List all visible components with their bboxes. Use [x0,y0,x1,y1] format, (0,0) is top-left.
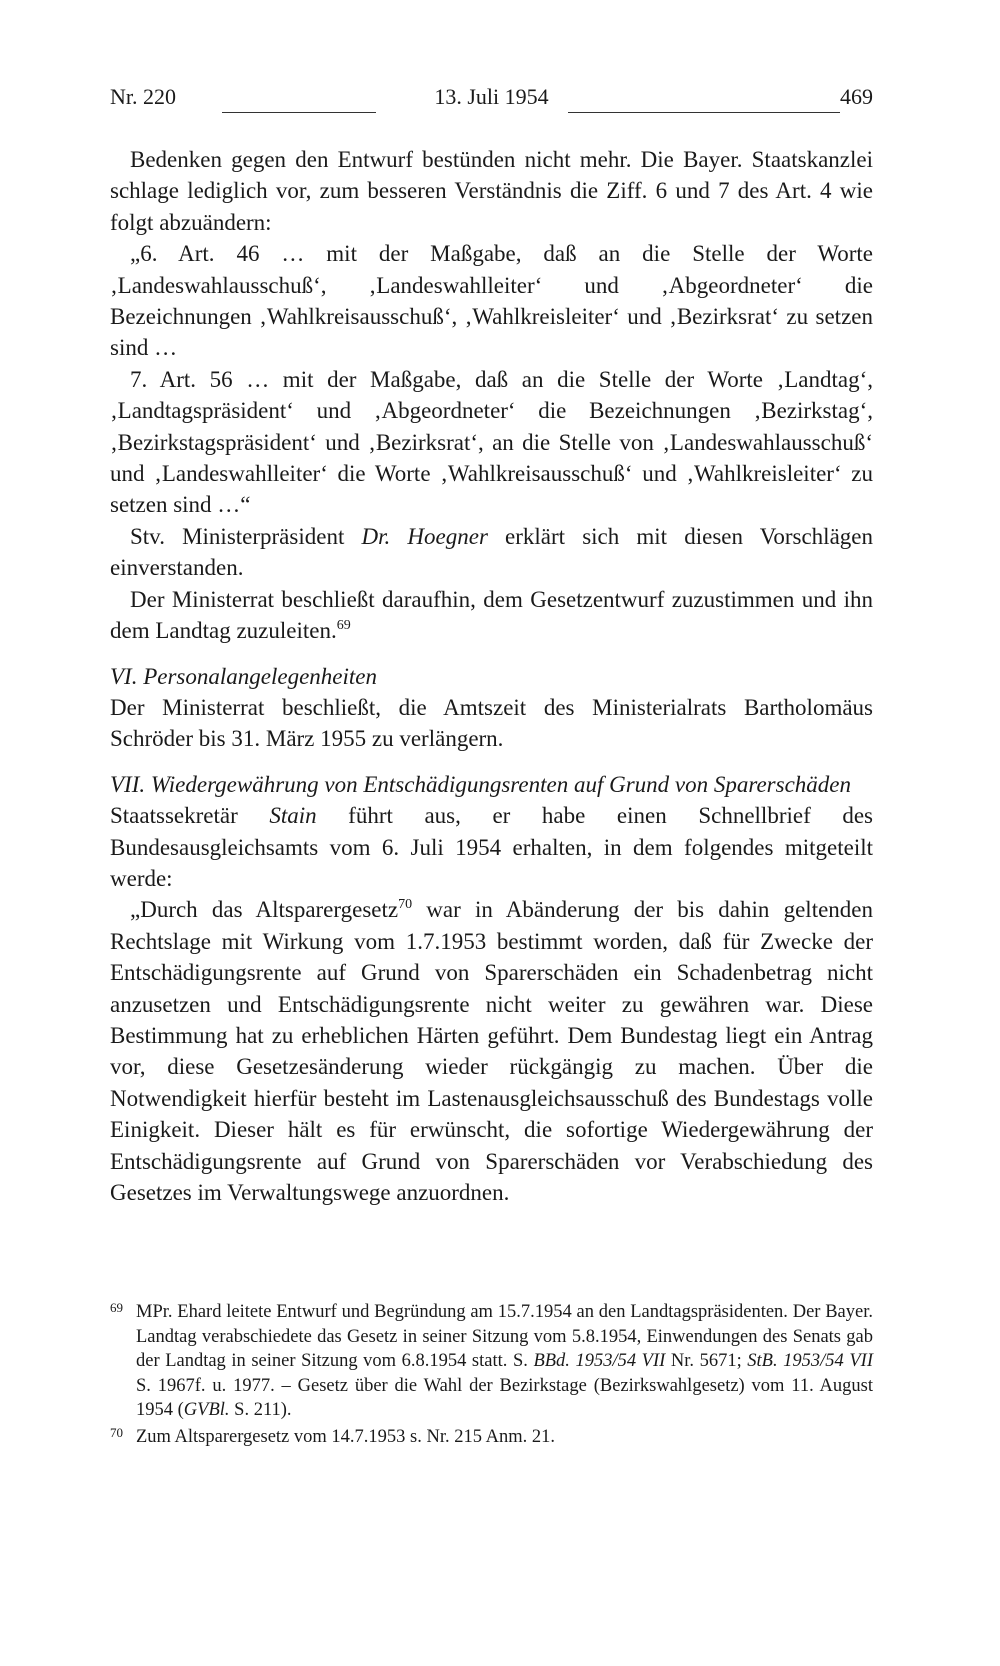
section-heading: VII. Wiedergewährung von Entschädigungsrenten auf Grund von Sparerschäden [110,771,851,797]
main-text [110,144,873,1208]
page-date: 13. Juli 1954 [434,84,549,109]
page-header [110,84,873,116]
header-rule-left [222,112,376,113]
paragraph: Der Ministerrat beschließt daraufhin, dem Gesetzentwurf zuzustimmen und ihn dem Landtag zuzuleiten.$^{69}$ [110,586,873,644]
quote-paragraph: 7. Art. 56 … mit der Maßgabe, daß an die Stelle der Worte ‚Landtag‘, ‚Landtagspräsident‘ und ‚Abgeordneter‘ die Bezeichnungen ‚Bezirkstag‘, ‚Bezirkstagspräsident‘ und ‚Bezirksrat‘, an die Stelle von ‚Landeswahlausschuß‘ und ‚Landeswahlleiter‘ die Worte ‚Wahlkreisausschuß‘ und ‚Wahlkreisleiter‘ zu setzen sind …“ [110,366,873,518]
person-name: Stain [269,803,317,829]
footnote: 70 Zum Altsparergesetz vom 14.7.1953 s. Nr. 215 Anm. 21. [110,1425,873,1450]
footnote-ref: 69 [336,618,351,634]
footnote-number: 69 [110,1300,123,1315]
footnote-number: 70 [110,1424,123,1440]
document-number: Nr. 220 [110,84,176,109]
paragraph: Staatssekretär Stain führt aus, er habe einen Schnellbrief des Bundesausgleichsamts vom 6. Juli 1954 erhalten, in dem folgendes mitgeteilt werde: [110,803,873,891]
section-heading: VI. Personalangelegenheiten [110,663,377,689]
footnote-ref: 70 [398,897,413,913]
quote-paragraph: „6. Art. 46 … mit der Maßgabe, daß an die Stelle der Worte ‚Landeswahlausschuß‘, ‚Landeswahlleiter‘ und ‚Abgeordneter‘ die Bezeichnungen ‚Wahlkreisausschuß‘, ‚Wahlkreisleiter‘ und ‚Bezirksrat‘ zu setzen sind … [110,241,873,361]
header-rule-right [568,112,840,113]
person-name: Dr. Hoegner [361,523,488,549]
paragraph: Der Ministerrat beschließt, die Amtszeit des Ministerialrats Bartholomäus Schröder bis 31. März 1955 zu verlängern. [110,694,873,752]
footnotes [110,1300,873,1452]
quote-paragraph: „Durch das Altsparergesetz$^{70}$ war in Abänderung der bis dahin geltenden Rechtslage mit Wirkung vom 1.7.1953 bestimmt worden, daß für Zwecke der Entschädigungsrente auf Grund von Sparerschäden ein Schadenbetrag nicht anzusetzen und Entschädigungsrente nicht weiter zu gewähren war. Diese Bestimmung hat zu erheblichen Härten geführt. Dem Bundestag liegt ein Antrag vor, diese Gesetzesänderung wieder rückgängig zu machen. Über die Notwendigkeit hierfür besteht im Lastenausgleichsausschuß des Bundestags volle Einigkeit. Dieser hält es für erwünscht, die sofortige Wiedergewährung der Entschädigungsrente auf Grund von Sparerschäden vor Verabschiedung des Gesetzes im Verwaltungswege anzuordnen. [110,897,874,1205]
footnote: 69 MPr. Ehard leitete Entwurf und Begründung am 15.7.1954 an den Landtagspräsidenten. Der Bayer. Landtag verabschiedete das Gesetz in seiner Sitzung vom 5.8.1954, Einwendungen des Senats gab der Landtag in seiner Sitzung vom 6.8.1954 statt. S. BBd. 1953/54 VII Nr. 5671; StB. 1953/54 VII S. 1967f. u. 1977. – Gesetz über die Wahl der Bezirkstage (Bezirkswahlgesetz) vom 11. August 1954 (GVBl. S. 211). [110,1300,873,1423]
paragraph: Stv. Ministerpräsident Dr. Hoegner erklärt sich mit diesen Vorschlägen einverstanden. [110,523,873,581]
page-number: 469 [840,84,873,109]
paragraph: Bedenken gegen den Entwurf bestünden nicht mehr. Die Bayer. Staatskanzlei schlage lediglich vor, zum besseren Verständnis die Ziff. 6 und 7 des Art. 4 wie folgt abzuändern: [110,147,873,235]
